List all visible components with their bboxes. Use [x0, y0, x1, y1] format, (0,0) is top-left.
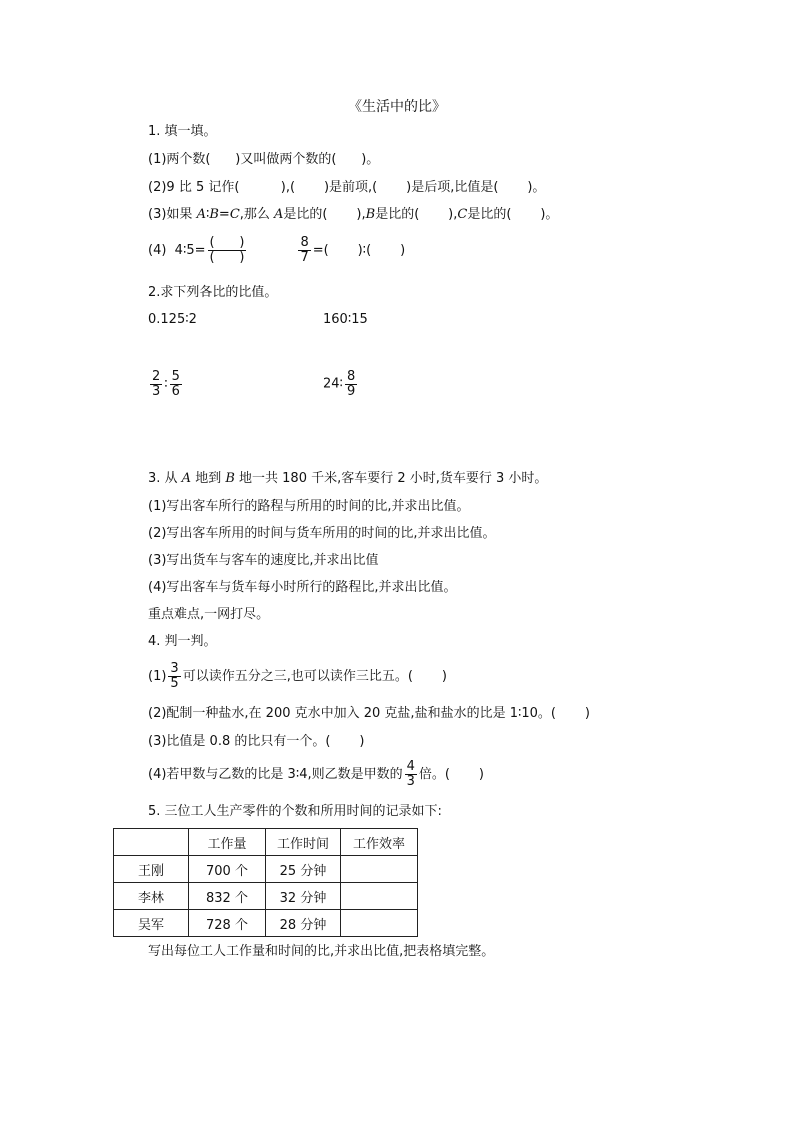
table-cell[interactable] — [341, 856, 418, 883]
q3-line-1: (1)写出客车所行的路程与所用的时间的比,并求出比值。 — [148, 499, 470, 514]
table-cell: 王刚 — [114, 856, 189, 883]
q1-line-2: (2)9 比 5 记作( ),( )是前项,( )是后项,比值是( )。 — [148, 180, 546, 195]
q4-line-2: (2)配制一种盐水,在 200 克水中加入 20 克盐,盐和盐水的比是 1∶10。( ) — [148, 706, 590, 721]
table-cell: 700 个 — [189, 856, 266, 883]
table-cell[interactable] — [341, 883, 418, 910]
q2-heading: 2.求下列各比的比值。 — [148, 285, 278, 300]
table-cell[interactable] — [341, 910, 418, 937]
table-row — [114, 856, 418, 883]
table-header-cell — [114, 829, 189, 856]
table-cell: 32 分钟 — [266, 883, 341, 910]
table-header-cell: 工作效率 — [341, 829, 418, 856]
q3-line-4: (4)写出客车与货车每小时所行的路程比,并求出比值。 — [148, 580, 457, 595]
q3-line-3: (3)写出货车与客车的速度比,并求出比值 — [148, 553, 379, 568]
table-cell: 832 个 — [189, 883, 266, 910]
table-cell: 李林 — [114, 883, 189, 910]
table-header-cell: 工作时间 — [266, 829, 341, 856]
q4-line-1: (1) $\frac{3}{5}$ 可以读作五分之三,也可以读作三比五。( ) — [148, 661, 447, 691]
page-title: 《生活中的比》 — [348, 99, 446, 115]
blank-fraction: $\frac{( )}{( )}$ — [209, 235, 245, 265]
table-row — [114, 883, 418, 910]
table-row — [114, 910, 418, 937]
q3-heading: 3. 从 A 地到 B 地一共 180 千米,客车要行 2 小时,货车要行 3 小时。 — [148, 471, 548, 486]
fraction-8-7: $\frac{8}{7}$ — [300, 235, 309, 265]
q4-line-3: (3)比值是 0.8 的比只有一个。( ) — [148, 734, 365, 749]
q1-line-3: (3)如果 A∶B=C,那么 A是比的( ),B是比的( ),C是比的( )。 — [148, 207, 559, 222]
q1-line-1: (1)两个数( )又叫做两个数的( )。 — [148, 152, 380, 167]
table-cell: 25 分钟 — [266, 856, 341, 883]
table-header-row — [114, 829, 418, 856]
q4-heading: 4. 判一判。 — [148, 634, 217, 649]
work-record-table — [113, 828, 418, 937]
q3-line-2: (2)写出客车所用的时间与货车所用的时间的比,并求出比值。 — [148, 526, 496, 541]
q5-heading: 5. 三位工人生产零件的个数和所用时间的记录如下: — [148, 804, 442, 819]
q3-note: 重点难点,一网打尽。 — [148, 607, 270, 622]
table-header-cell: 工作量 — [189, 829, 266, 856]
q4-line-4: (4)若甲数与乙数的比是 3∶4,则乙数是甲数的 $\frac{4}{3}$ 倍。( ) — [148, 759, 484, 789]
table-cell: 28 分钟 — [266, 910, 341, 937]
q2-item-b: 160∶15 — [323, 312, 368, 327]
q2-item-a: 0.125∶2 — [148, 312, 197, 327]
q5-instruction: 写出每位工人工作量和时间的比,并求出比值,把表格填完整。 — [148, 944, 495, 959]
table-cell: 吴军 — [114, 910, 189, 937]
q2-item-c: $\frac{2}{3}$ ∶ $\frac{5}{6}$ — [152, 369, 180, 399]
q1-line-4: (4) 4∶5= $\frac{( )}{( )}$ $\frac{8}{7}$ =( )∶( ) — [148, 235, 406, 265]
table-cell: 728 个 — [189, 910, 266, 937]
q1-heading: 1. 填一填。 — [148, 124, 217, 139]
q2-item-d: 24∶ $\frac{8}{9}$ — [323, 369, 356, 399]
